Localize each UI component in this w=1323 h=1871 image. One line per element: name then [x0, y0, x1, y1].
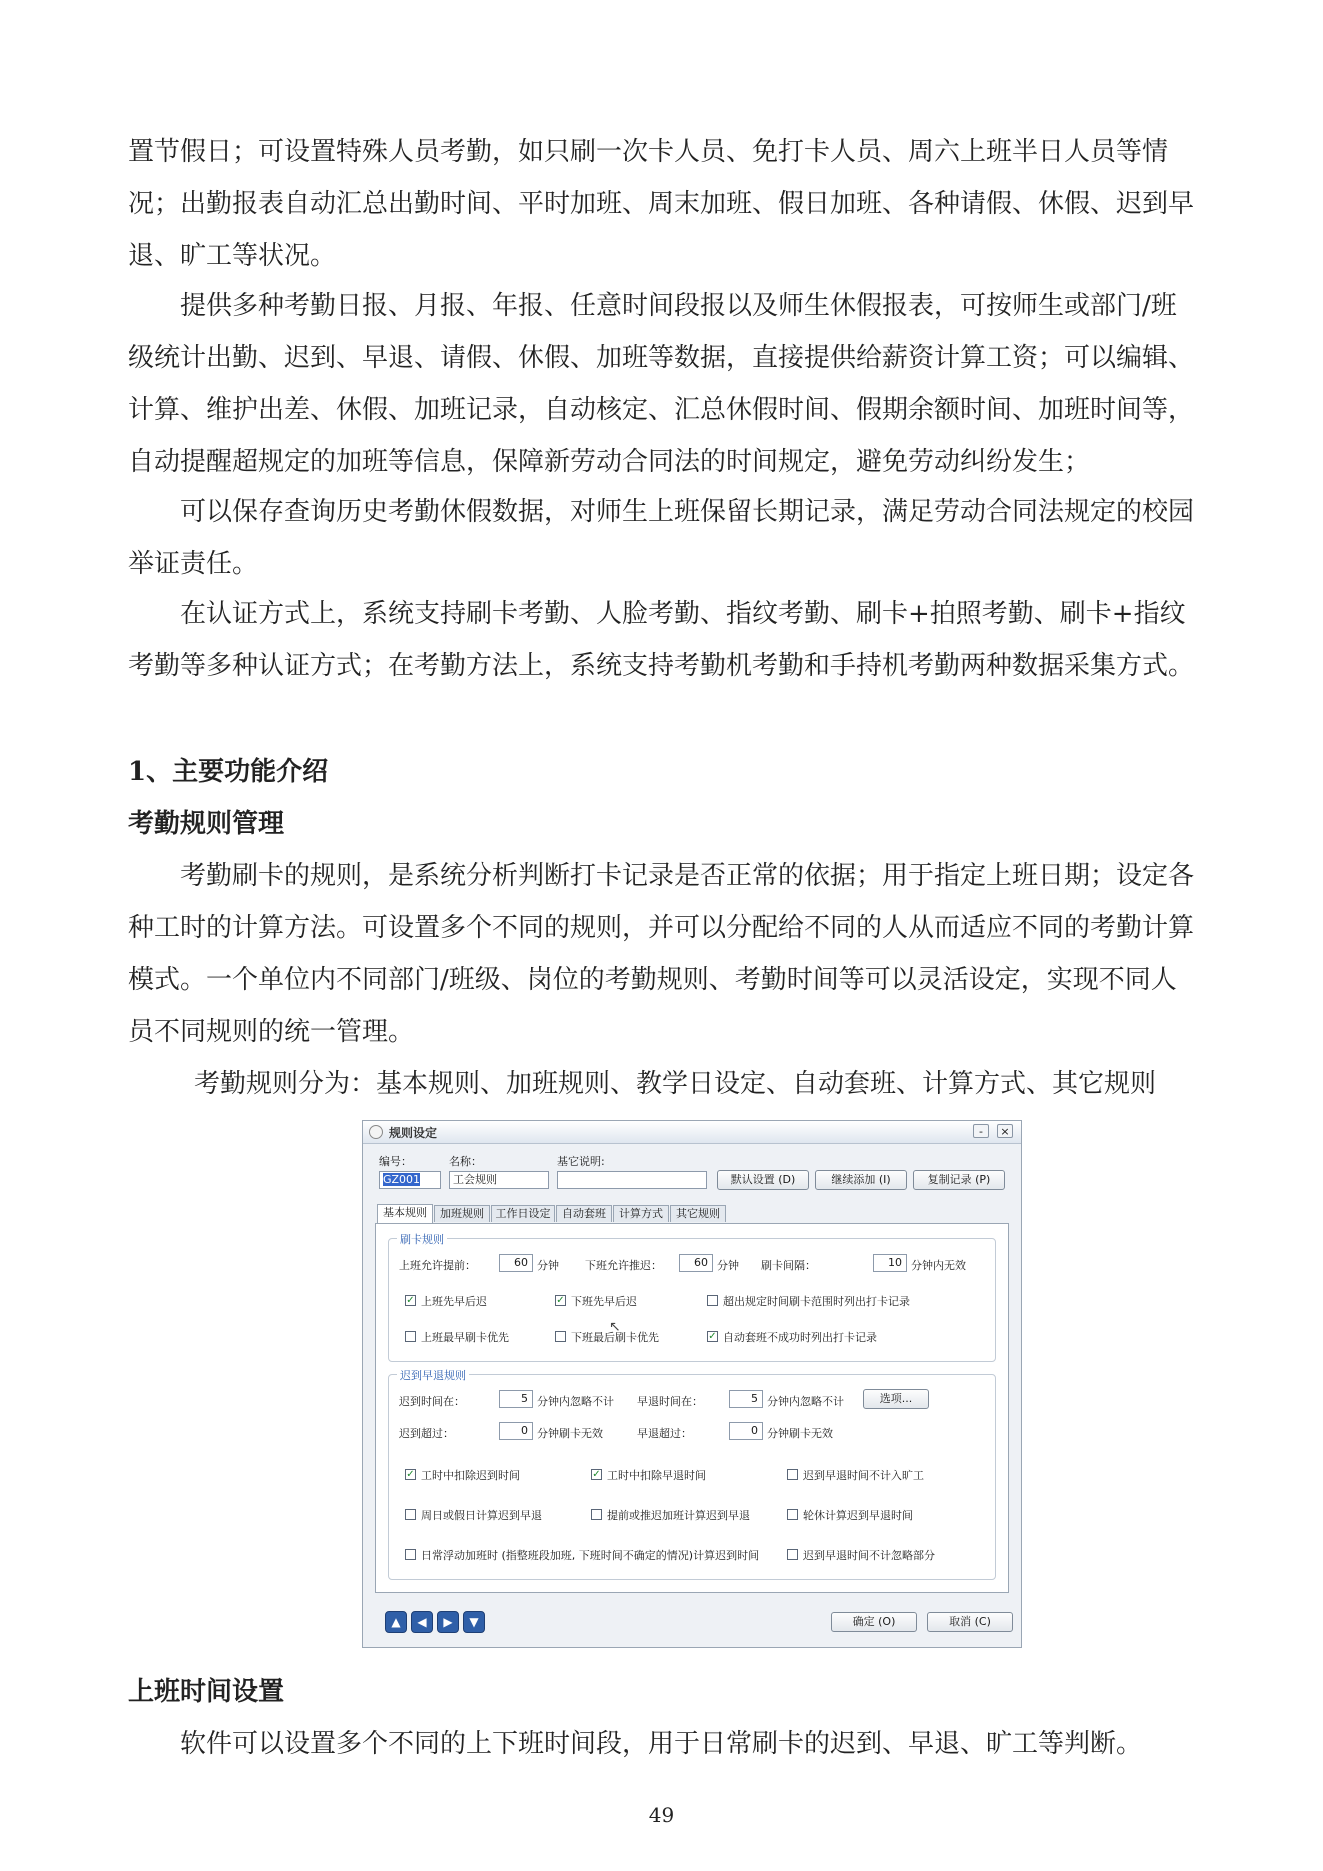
minimize-button[interactable]: - [973, 1124, 989, 1138]
name-label: 名称： [449, 1155, 482, 1168]
checkbox-list-auto-shift-fail[interactable]: ✓ [708, 1331, 717, 1342]
checkbox-label: 迟到早退时间不计入旷工 [803, 1469, 924, 1482]
early-allow-unit: 分钟 [537, 1259, 559, 1272]
checkbox-deduct-late[interactable]: ✓ [406, 1469, 415, 1480]
leave-over-label: 早退超过： [637, 1427, 692, 1440]
checkbox-label: 上班先早后迟 [421, 1295, 487, 1308]
code-field[interactable] [379, 1171, 441, 1189]
late-early-rules-title: 迟到早退规则 [397, 1367, 469, 1383]
late-allow-unit: 分钟 [717, 1259, 739, 1272]
leave-time-unit: 分钟内忽略不计 [767, 1395, 844, 1408]
checkbox-earliest-clock-in[interactable] [405, 1331, 416, 1342]
checkbox-not-absent[interactable] [787, 1469, 798, 1480]
paragraph-3: 可以保存查询历史考勤休假数据，对师生上班保留长期记录，满足劳动合同法规定的校园举证责任。 [128, 497, 1195, 579]
interval-label: 刷卡间隔： [761, 1259, 816, 1272]
tab-auto-shift[interactable]: 自动套班 [556, 1205, 612, 1222]
ok-button[interactable]: 确定 (O) [831, 1612, 917, 1632]
checkbox-label: 自动套班不成功时列出打卡记录 [723, 1331, 877, 1344]
late-time-unit: 分钟内忽略不计 [537, 1395, 614, 1408]
default-settings-button[interactable]: 默认设置 (D) [717, 1170, 809, 1190]
section-heading-attendance-rules: 考勤规则管理 [128, 809, 285, 839]
paragraph-1: 置节假日；可设置特殊人员考勤，如只刷一次卡人员、免打卡人员、周六上班半日人员等情况；出勤报表自动汇总出勤时间、平时加班、周末加班、假日加班、各种请假、休假、迟到早退、旷工等状况。 [128, 137, 1195, 271]
basic-rules-panel [375, 1223, 1009, 1593]
checkbox-label: 工时中扣除早退时间 [607, 1469, 706, 1482]
checkbox-label: 上班最早刷卡优先 [421, 1331, 509, 1344]
checkbox-rotation-late[interactable] [787, 1509, 798, 1520]
checkbox-floating-overtime[interactable] [405, 1549, 416, 1560]
checkbox-weekend-holiday[interactable] [405, 1509, 416, 1520]
late-allow-input[interactable]: 60 [679, 1254, 713, 1272]
leave-over-unit: 分钟刷卡无效 [767, 1427, 833, 1440]
late-time-input[interactable]: 5 [499, 1390, 533, 1408]
app-icon [369, 1125, 383, 1139]
checkbox-ignore-part[interactable] [787, 1549, 798, 1560]
rule-settings-dialog [362, 1120, 1022, 1648]
paragraph-7: 软件可以设置多个不同的上下班时间段，用于日常刷卡的迟到、早退、旷工等判断。 [180, 1729, 1143, 1759]
checkbox-label: 工时中扣除迟到时间 [421, 1469, 520, 1482]
checkbox-label: 超出规定时间刷卡范围时列出打卡记录 [723, 1295, 910, 1308]
early-allow-input[interactable]: 60 [499, 1254, 533, 1272]
leave-over-input[interactable]: 0 [729, 1422, 763, 1440]
late-over-input[interactable]: 0 [499, 1422, 533, 1440]
early-allow-label: 上班允许提前： [399, 1259, 476, 1272]
tab-basic-rules[interactable]: 基本规则 [377, 1204, 433, 1223]
late-over-label: 迟到超过： [399, 1427, 454, 1440]
note-field[interactable] [557, 1171, 707, 1189]
checkbox-label: 下班最后刷卡优先 [571, 1331, 659, 1344]
card-rules-title: 刷卡规则 [397, 1231, 447, 1247]
nav-prev-button[interactable]: ◀ [411, 1611, 433, 1633]
close-button[interactable]: × [997, 1124, 1013, 1138]
card-rules-group [388, 1233, 996, 1362]
paragraph-5: 考勤刷卡的规则，是系统分析判断打卡记录是否正常的依据；用于指定上班日期；设定各种工时的计算方法。可设置多个不同的规则，并可以分配给不同的人从而适应不同的考勤计算模式。一个单位内不同部门/班级、岗位的考勤规则、考勤时间等可以灵活设定，实现不同人员不同规则的统一管理。 [128, 861, 1195, 1047]
paragraph-6: 考勤规则分为：基本规则、加班规则、教学日设定、自动套班、计算方式、其它规则 [194, 1069, 1157, 1099]
cancel-button[interactable]: 取消 (C) [927, 1612, 1013, 1632]
checkbox-clock-out-early-first[interactable]: ✓ [556, 1295, 565, 1306]
note-label: 基它说明: [557, 1155, 605, 1168]
tab-workday-settings[interactable]: 工作日设定 [491, 1205, 555, 1222]
checkbox-label: 日常浮动加班时 (指整班段加班, 下班时间不确定的情况)计算迟到时间 [421, 1549, 760, 1562]
section-heading-main-functions: 1、主要功能介绍 [128, 757, 329, 787]
dialog-titlebar [363, 1121, 1021, 1144]
tab-calc-method[interactable]: 计算方式 [613, 1205, 669, 1222]
checkbox-label: 周日或假日计算迟到早退 [421, 1509, 542, 1522]
dialog-title: 规则设定 [389, 1126, 438, 1140]
mouse-cursor-icon: ↖ [609, 1319, 621, 1335]
late-over-unit: 分钟刷卡无效 [537, 1427, 603, 1440]
code-value: GZ001 [383, 1173, 421, 1186]
interval-unit: 分钟内无效 [911, 1259, 966, 1272]
name-field[interactable]: 工会规则 [449, 1171, 549, 1189]
checkbox-latest-clock-out[interactable] [555, 1331, 566, 1342]
copy-record-button[interactable]: 复制记录 (P) [913, 1170, 1005, 1190]
late-allow-label: 下班允许推迟： [585, 1259, 662, 1272]
leave-time-label: 早退时间在： [637, 1395, 703, 1408]
checkbox-deduct-early[interactable]: ✓ [592, 1469, 601, 1480]
checkbox-list-out-of-range[interactable] [707, 1295, 718, 1306]
checkbox-label: 提前或推迟加班计算迟到早退 [607, 1509, 750, 1522]
options-button[interactable]: 选项... [863, 1389, 929, 1409]
section-heading-work-time: 上班时间设置 [128, 1677, 285, 1707]
page-number: 49 [648, 1803, 675, 1827]
paragraph-4: 在认证方式上，系统支持刷卡考勤、人脸考勤、指纹考勤、刷卡+拍照考勤、刷卡+指纹考勤等多种认证方式；在考勤方法上，系统支持考勤机考勤和手持机考勤两种数据采集方式。 [128, 599, 1195, 681]
leave-time-input[interactable]: 5 [729, 1390, 763, 1408]
tab-other-rules[interactable]: 其它规则 [670, 1205, 726, 1222]
late-early-rules-group [388, 1369, 996, 1580]
nav-first-button[interactable]: ▲ [385, 1611, 407, 1633]
code-label: 编号： [379, 1155, 412, 1168]
nav-next-button[interactable]: ▶ [437, 1611, 459, 1633]
checkbox-label: 轮休计算迟到早退时间 [803, 1509, 913, 1522]
continue-add-button[interactable]: 继续添加 (I) [815, 1170, 907, 1190]
late-time-label: 迟到时间在： [399, 1395, 465, 1408]
checkbox-label: 迟到早退时间不计忽略部分 [803, 1549, 935, 1562]
checkbox-label: 下班先早后迟 [571, 1295, 637, 1308]
checkbox-overtime-late[interactable] [591, 1509, 602, 1520]
paragraph-2: 提供多种考勤日报、月报、年报、任意时间段报以及师生休假报表，可按师生或部门/班级统计出勤、迟到、早退、请假、休假、加班等数据，直接提供给薪资计算工资；可以编辑、计算、维护出差、休假、加班记录，自动核定、汇总休假时间、假期余额时间、加班时间等，自动提醒超规定的加班等信息，保障新劳动合同法的时间规定，避免劳动纠纷发生； [128, 291, 1195, 477]
tab-overtime-rules[interactable]: 加班规则 [434, 1205, 490, 1222]
interval-input[interactable]: 10 [873, 1254, 907, 1272]
checkbox-clock-in-early-first[interactable]: ✓ [406, 1295, 415, 1306]
nav-last-button[interactable]: ▼ [463, 1611, 485, 1633]
